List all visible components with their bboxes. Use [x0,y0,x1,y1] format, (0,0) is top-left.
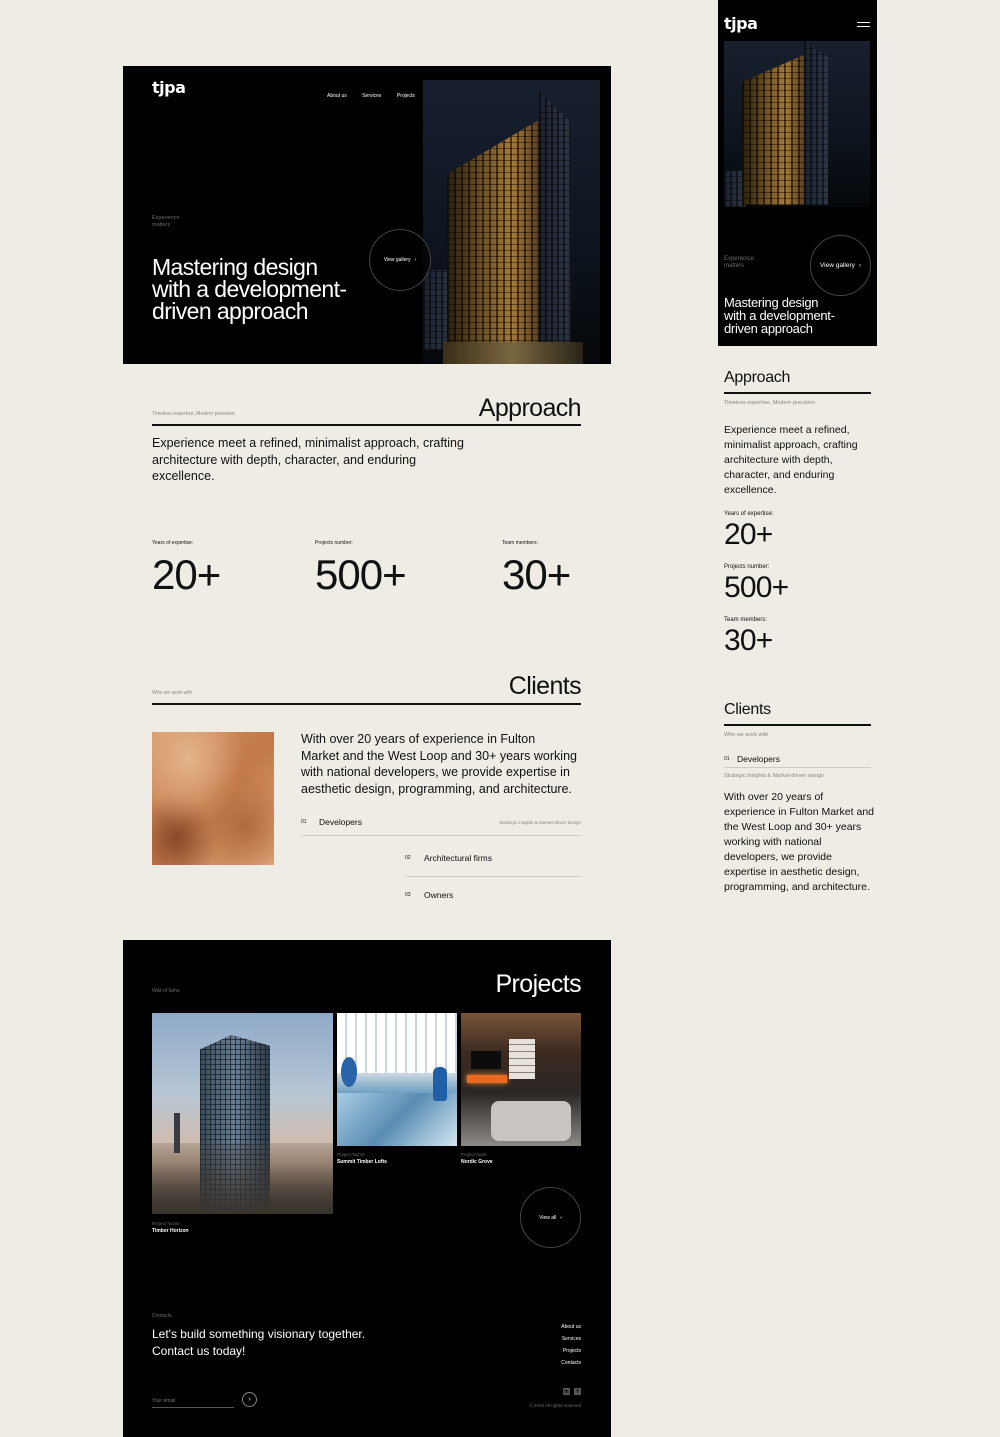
nav-projects[interactable]: Projects [396,93,415,99]
footer-link-about[interactable]: About us [561,1324,581,1330]
mobile-view-gallery-button[interactable]: View gallery › [810,235,871,296]
mobile-hero-building-image [724,41,870,207]
project-name[interactable]: Nordic Grove [461,1159,493,1165]
project-card-nordic-grove[interactable] [461,1013,581,1146]
mobile-logo[interactable]: tjpa [724,14,758,33]
project-number: Project №165 [152,1221,180,1226]
email-input[interactable] [152,1394,234,1408]
mobile-clients-title: Clients [724,701,771,718]
mobile-clients-body: With over 20 years of experience in Fulton Market and the West Loop and 30+ years working with national developers, we provide expertise in aesthetic design, programming, and architecture. [724,791,874,893]
contact-cta: Let's build something visionary together. Contact us today! [152,1327,366,1358]
clients-divider [152,703,581,705]
footer-links [561,1324,581,1372]
top-nav [316,84,415,102]
chevron-right-icon: › [414,257,417,263]
view-gallery-button[interactable]: View gallery › [369,229,431,291]
mobile-clients-subtitle: Who we work with [724,732,769,738]
mobile-approach-title: Approach [724,369,791,386]
mobile-client-note: Strategic insights & Market-driven design [724,773,824,779]
hero-title: Mastering design with a development- driven approach [152,254,347,324]
projects-title: Projects [495,970,581,998]
mobile-hero-eyebrow: Experience matters [724,256,755,269]
facebook-icon[interactable]: f [574,1388,581,1395]
submit-email-button[interactable] [242,1392,257,1407]
social-icons [563,1388,581,1395]
contacts-label: Contacts [152,1313,172,1319]
mobile-stat-years: Years of expertise: 20+ [724,511,774,551]
client-divider [405,876,581,877]
mobile-clients-divider [724,724,871,726]
projects-section [123,940,611,1437]
hamburger-menu-icon[interactable] [857,22,870,27]
project-number: Project №223 [337,1152,365,1157]
linkedin-icon[interactable]: in [564,1388,569,1395]
clients-marble-image [152,732,274,865]
mobile-client-divider [724,767,871,768]
chevron-right-icon: › [248,1396,251,1403]
hero-building-image [423,80,600,364]
approach-subtitle: Timeless expertise, Modern precision [152,411,235,417]
mobile-hero-section [718,0,877,346]
project-name[interactable]: Summit Timber Lofts [337,1159,387,1165]
client-divider [301,835,581,836]
approach-divider [152,424,581,426]
projects-subtitle: Wall of fame [152,988,180,994]
mobile-stat-projects: Projects number: 500+ [724,564,789,604]
project-card-timber-horizon[interactable] [152,1013,333,1214]
project-card-summit-timber-lofts[interactable] [337,1013,457,1146]
footer-link-projects[interactable]: Projects [562,1348,581,1354]
stat-years: Years of expertise: 20+ [152,540,221,598]
mobile-client-item-developers[interactable]: 01 Developers [724,754,780,764]
stat-projects: Projects number: 500+ [315,540,406,598]
mobile-approach-divider [724,392,871,394]
stat-team: Team members: 30+ [502,540,571,598]
approach-body: Experience meet a refined, minimalist approach, crafting architecture with depth, character, and enduring excellence. [152,436,464,483]
clients-subtitle: Who we work with [152,690,193,696]
view-all-button[interactable]: View all › [520,1187,581,1248]
chevron-right-icon: › [560,1214,562,1221]
hero-section [123,66,611,364]
nav-about[interactable]: About us [327,93,347,99]
client-item-owners[interactable]: 03 Owners [405,890,454,900]
project-number: Project №26 [461,1152,487,1157]
approach-title: Approach [478,394,581,422]
mobile-hero-title: Mastering design with a development- driven approach [724,295,835,336]
client-item-architectural-firms[interactable]: 02 Architectural firms [405,853,493,863]
client-item-developers[interactable]: 01 Developers Strategic insights & Market-driven design [301,817,581,827]
footer-link-services[interactable]: Services [561,1336,581,1342]
nav-services[interactable]: Services [362,93,382,99]
project-name[interactable]: Timber Horizon [152,1228,189,1234]
chevron-right-icon: › [858,262,862,269]
clients-title: Clients [508,672,581,700]
mobile-approach-subtitle: Timeless expertise, Modern precision [724,400,815,406]
clients-body: With over 20 years of experience in Fulton Market and the West Loop and 30+ years working with national developers, we provide expertise in aesthetic design, programming, and architecture. [301,732,577,796]
logo[interactable]: tjpa [152,78,186,97]
mobile-stat-team: Team members: 30+ [724,617,773,657]
mobile-approach-body: Experience meet a refined, minimalist approach, crafting architecture with depth, character, and enduring excellence. [724,424,858,496]
copyright: © 2025 All rights reserved [529,1403,581,1408]
hero-eyebrow: Experience matters [152,215,180,228]
footer-link-contacts[interactable]: Contacts [561,1360,581,1366]
